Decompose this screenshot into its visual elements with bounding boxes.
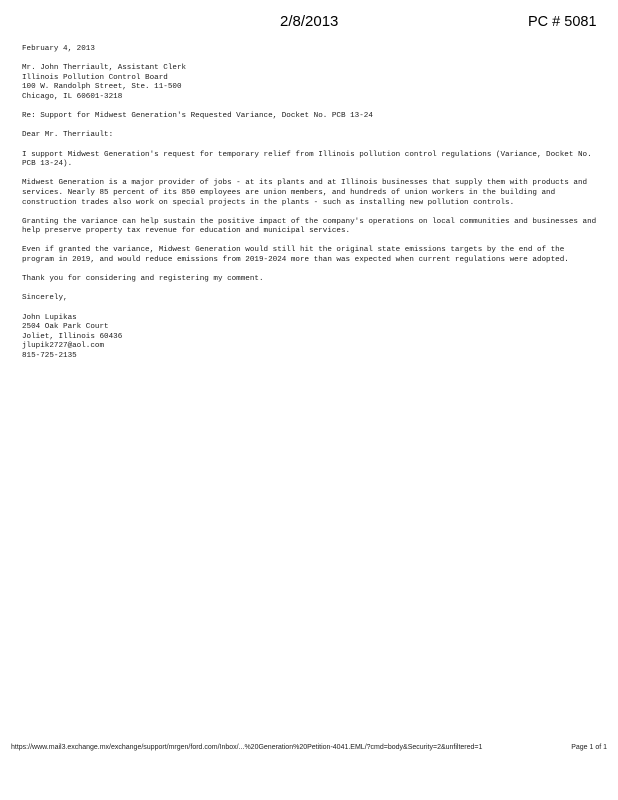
recipient-line: Chicago, IL 60601-3218 bbox=[22, 92, 123, 101]
paragraph: Midwest Generation is a major provider of jobs - at its plants and at Illinois businesses that supply them with products and services. Nearly 85 percent of its 850 employees are union members, and hundreds of union workers in the building and construction trades also work on special projects in the plants - such as installing new pollution controls. bbox=[22, 179, 592, 207]
signature-line: Joliet, Illinois 60436 bbox=[22, 332, 123, 341]
paragraph: Thank you for considering and registering my comment. bbox=[22, 275, 264, 284]
pc-number-stamp: PC # 5081 bbox=[528, 14, 597, 30]
paragraph: Even if granted the variance, Midwest Generation would still hit the original state emissions targets by the end of the program in 2019, and would reduce emissions from 2019-2024 more than was expected when current regulations were adopted. bbox=[22, 246, 569, 265]
signature-line: 2504 Oak Park Court bbox=[22, 323, 109, 332]
footer-page-number: Page 1 of 1 bbox=[571, 744, 607, 751]
signature-line: John Lupikas bbox=[22, 313, 77, 322]
recipient-line: Mr. John Therriault, Assistant Clerk bbox=[22, 64, 187, 73]
signature-email: jlupik2727@aol.com bbox=[22, 342, 105, 351]
paragraph: Granting the variance can help sustain the positive impact of the company's operations on local communities and businesses and help preserve property tax revenue for education and municipal services. bbox=[22, 217, 601, 236]
footer-url: https://www.mail3.exchange.mx/exchange/support/mrgen/ford.com/Inbox/...%20Generation%20Petition-4041.EML/?cmd=body&Security=2&unfiltered=1 bbox=[11, 744, 483, 751]
received-date-stamp: 2/8/2013 bbox=[280, 13, 339, 30]
recipient-address bbox=[22, 64, 600, 102]
closing: Sincerely, bbox=[22, 294, 68, 303]
paragraph: I support Midwest Generation's request for temporary relief from Illinois pollution control regulations (Variance, Docket No. PCB 13-24). bbox=[22, 150, 597, 169]
letter-date: February 4, 2013 bbox=[22, 45, 95, 53]
salutation: Dear Mr. Therriault: bbox=[22, 131, 114, 140]
subject-line: Re: Support for Midwest Generation's Requested Variance, Docket No. PCB 13-24 bbox=[22, 112, 373, 121]
recipient-line: 100 W. Randolph Street, Ste. 11-500 bbox=[22, 83, 182, 92]
signature-phone: 815-725-2135 bbox=[22, 352, 77, 360]
recipient-line: Illinois Pollution Control Board bbox=[22, 73, 168, 82]
signature-block bbox=[22, 314, 600, 362]
letter-body bbox=[22, 45, 600, 362]
